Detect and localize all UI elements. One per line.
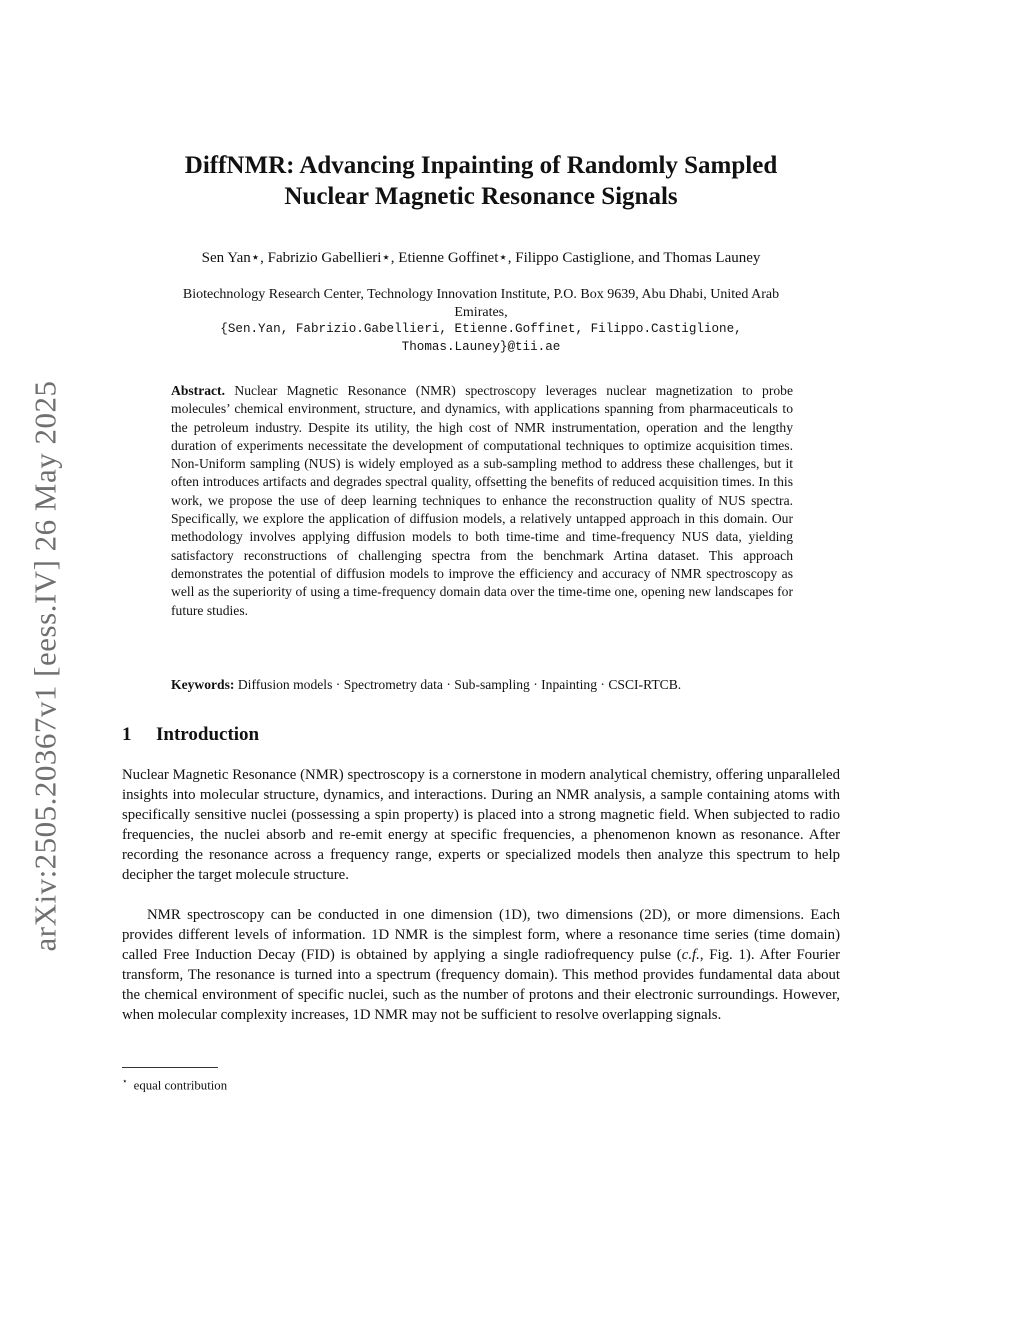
keywords-text: Diffusion models · Spectrometry data · Sub-sampling · Inpainting · CSCI-RTCB. (237, 677, 682, 692)
footnote-text: equal contribution (133, 1078, 228, 1093)
abstract (171, 382, 793, 620)
footnote (122, 1073, 227, 1093)
paper-title-line-1: DiffNMR: Advancing Inpainting of Randomly Sampled (184, 152, 778, 179)
affiliation-line-2 (122, 304, 840, 339)
intro-paragraph-1: Nuclear Magnetic Resonance (NMR) spectroscopy is a cornerstone in modern analytical chemistry, offering unparalleled insights into molecular structure, dynamics, and interactions. During an NMR analysis, a sample containing atoms with specifically sensitive nuclei (possessing a spin property) is placed into a strong magnetic field. When subjected to radio frequencies, the nuclei absorb and re-emit energy at specific frequencies, a phenomenon known as resonance. After recording the resonance across a frequency range, experts or specialized models then analyze this spectrum to help decipher the target molecule structure. (122, 767, 840, 883)
footnote-divider (122, 1067, 218, 1068)
author-list: Sen Yan⋆, Fabrizio Gabellieri⋆, Etienne Goffinet⋆, Filippo Castiglione, and Thomas Launey (201, 250, 761, 266)
keywords-label: Keywords: (171, 677, 235, 692)
cf-abbreviation: c.f. (681, 947, 700, 963)
footnote-marker: ⋆ (122, 1076, 128, 1086)
section-number: 1 (122, 724, 132, 745)
abstract-label: Abstract. (171, 383, 225, 398)
section-heading-introduction (122, 724, 259, 746)
intro-paragraph-2 (122, 905, 840, 1025)
affiliation-line-1: Biotechnology Research Center, Technology Innovation Institute, P.O. Box 9639, Abu Dhabi, United Arab (182, 287, 780, 302)
affiliation-country: Emirates, (454, 304, 508, 320)
keywords (171, 676, 811, 694)
paper-title-line-2: Nuclear Magnetic Resonance Signals (284, 183, 678, 210)
paper-title (122, 150, 840, 212)
abstract-text: Nuclear Magnetic Resonance (NMR) spectroscopy leverages nuclear magnetization to probe molecules’ chemical environment, structure, and dynamics, with applications spanning from pharmaceuticals to the petroleum industry. Despite its utility, the high cost of NMR instrumentation, operation and the lengthy duration of experiments necessitate the development of computational techniques to optimize acquisition times. Non-Uniform sampling (NUS) is widely employed as a sub-sampling method to address these challenges, but it often introduces artifacts and degrades spectral quality, offsetting the benefits of reduced acquisition times. In this work, we propose the use of deep learning techniques to enhance the reconstruction quality of NUS spectra. Specifically, we explore the application of diffusion models, a relatively untapped approach in this domain. Our methodology involves applying diffusion models to both time-time and time-frequency NUS data, yielding satisfactory reconstructions of challenging spectra from the benchmark Artina dataset. This approach demonstrates the potential of diffusion models to improve the efficiency and accuracy of NMR spectroscopy as well as the superiority of using a time-frequency domain data over the time-time one, opening new landscapes for future studies. (171, 383, 793, 618)
intro-paragraph-2-part-b: , Fig. 1). After Fourier transform, The resonance is turned into a spectrum (frequency domain). This method provides fundamental data about the chemical environment of specific nuclei, such as the number of protons and their electronic surroundings. However, when molecular complexity increases, 1D NMR may not be sufficient to resolve overlapping signals. (122, 947, 840, 1023)
intro-paragraph-2-part-a: NMR spectroscopy can be conducted in one dimension (1D), two dimensions (2D), or more dimensions. Each provides different levels of information. 1D NMR is the simplest form, where a resonance time series (time domain) called Free Induction Decay (FID) is obtained by applying a single radiofrequency pulse ( (122, 907, 840, 963)
section-title: Introduction (156, 724, 260, 745)
author-emails-domain: Thomas.Launey}@tii.ae (401, 339, 561, 354)
arxiv-identifier-stamp (14, 356, 78, 976)
affiliation-block (122, 286, 840, 356)
author-emails: {Sen.Yan, Fabrizio.Gabellieri, Etienne.Goffinet, Filippo.Castiglione, (220, 322, 742, 336)
arxiv-identifier-text: arXiv:2505.20367v1 [eess.IV] 26 May 2025 (28, 380, 63, 952)
